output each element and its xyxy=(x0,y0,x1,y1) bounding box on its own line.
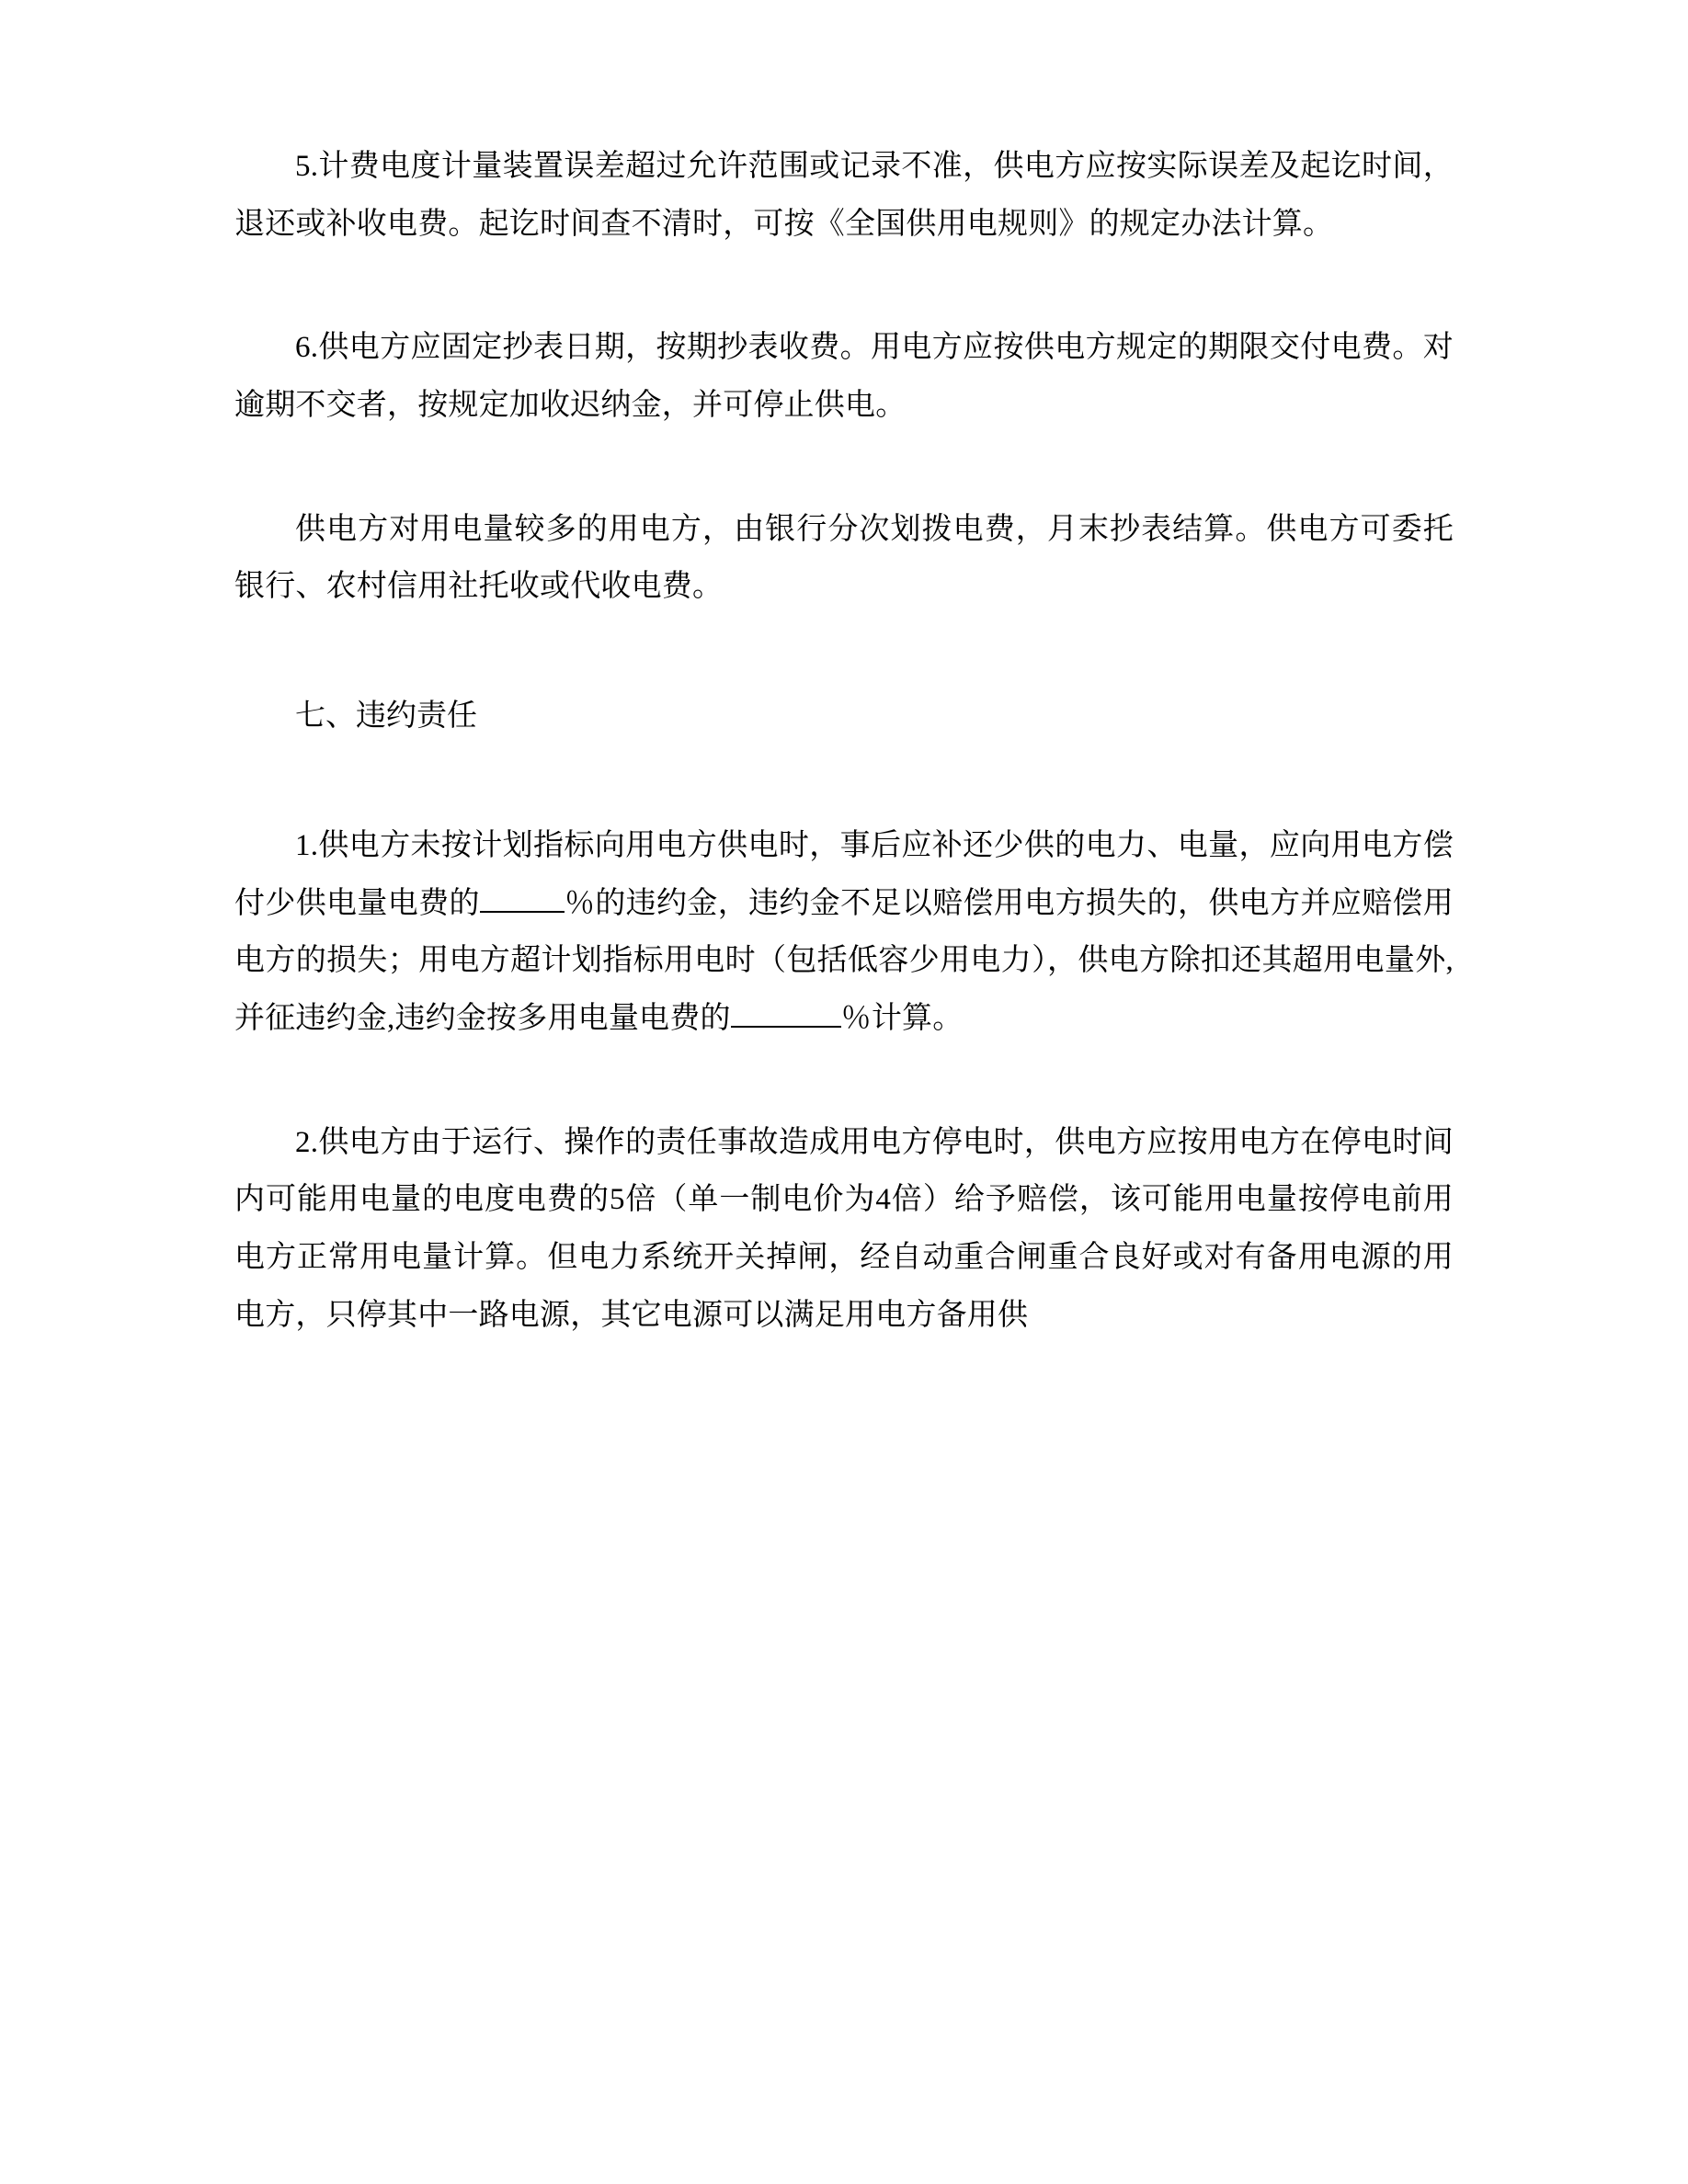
paragraph-breach-clause-1 xyxy=(234,817,1454,1048)
breach-clause-1-text-part-2: ％的违约金，违约金不足以赔偿用电方损失的，供电方并应赔偿用电方的损失；用电方超计划指标用电时（包括低容少用电力），供电方除扣还其超用电量外,并征违约金,违约金按多用电量电费的 xyxy=(234,886,1454,1035)
fill-in-blank-penalty-rate-2[interactable] xyxy=(731,1026,841,1028)
fill-in-blank-penalty-rate-1[interactable] xyxy=(480,911,565,913)
paragraph-spacer xyxy=(234,253,1454,319)
document-body xyxy=(234,138,1454,1344)
section-spacer xyxy=(234,616,1454,688)
breach-clause-1-text-part-3: ％计算。 xyxy=(840,1001,964,1035)
paragraph-clause-6: 6.供电方应固定抄表日期，按期抄表收费。用电方应按供电方规定的期限交付电费。对逾期不交者，按规定加收迟纳金，并可停止供电。 xyxy=(234,331,1454,423)
paragraph-clause-6-continued: 供电方对用电量较多的用电方，由银行分次划拨电费，月末抄表结算。供电方可委托银行、农村信用社托收或代收电费。 xyxy=(234,512,1454,604)
breach-clause-1-text-part-1: 1.供电方未按计划指标向用电方供电时，事后应补还少供的电力、电量，应向用电方偿付少供电量电费的 xyxy=(234,828,1454,920)
paragraph-spacer xyxy=(234,435,1454,501)
paragraph-breach-clause-2: 2.供电方由于运行、操作的责任事故造成用电方停电时，供电方应按用电方在停电时间内可能用电量的电度电费的5倍（单一制电价为4倍）给予赔偿，该可能用电量按停电前用电方正常用电量计算。但电力系统开关掉闸，经自动重合闸重合良好或对有备用电源的用电方，只停其中一路电源，其它电源可以满足用电方备用供 xyxy=(234,1125,1454,1332)
section-spacer xyxy=(234,745,1454,817)
section-heading-breach-liability: 七、违约责任 xyxy=(295,700,477,734)
paragraph-spacer xyxy=(234,1048,1454,1114)
paragraph-clause-5: 5.计费电度计量装置误差超过允许范围或记录不准，供电方应按实际误差及起讫时间，退还或补收电费。起讫时间查不清时，可按《全国供用电规则》的规定办法计算。 xyxy=(234,150,1454,241)
